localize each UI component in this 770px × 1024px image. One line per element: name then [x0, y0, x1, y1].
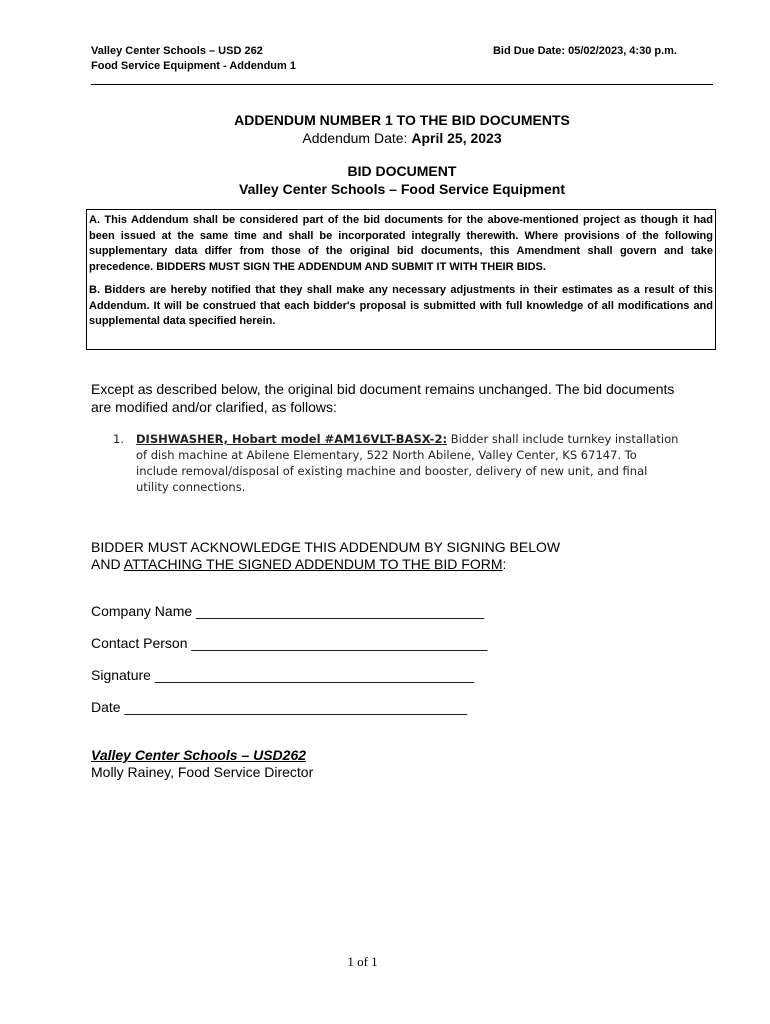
header-bid-due-date: Bid Due Date: 05/02/2023, 4:30 p.m.: [492, 45, 677, 57]
notice-paragraph-a: A. This Addendum shall be considered part of the bid documents for the above-mentioned project as though it had been issued at the same time and shall be incorporated integrally therewith. Where provisions of the following supplementary data differ from those of the original bid documents, this Amendment shall govern and take precedence. BIDDERS MUST SIGN THE ADDENDUM AND SUBMIT IT WITH THEIR BIDS.: [89, 214, 713, 273]
page-number: 1 of 1: [347, 954, 378, 969]
signoff-person: Molly Rainey, Food Service Director: [91, 764, 314, 780]
header-rule: [91, 84, 713, 85]
acknowledge-line-2: [91, 556, 691, 573]
acknowledge-suffix: :: [502, 556, 507, 572]
field-blank[interactable]: ______________________________________: [191, 635, 488, 651]
acknowledge-line-1: BIDDER MUST ACKNOWLEDGE THIS ADDENDUM BY SIGNING BELOW: [91, 539, 561, 555]
list-item-body: [136, 431, 681, 495]
acknowledge-underlined: ATTACHING THE SIGNED ADDENDUM TO THE BID FORM: [123, 556, 503, 572]
company-name-field[interactable]: [91, 602, 484, 620]
signoff-block: [91, 747, 313, 781]
notice-paragraph-b: B. Bidders are hereby notified that they shall make any necessary adjustments in their estimates as a result of this Addendum. It will be construed that each bidder's proposal is submitted with full knowledge of all modifications and supplemental data specified herein.: [89, 284, 713, 327]
date-field[interactable]: [91, 698, 467, 716]
field-label: Date: [91, 699, 121, 715]
header-addendum-number: Addendum 1: [229, 60, 296, 72]
bid-document-label: BID DOCUMENT: [347, 163, 457, 179]
list-item-number: 1.: [113, 432, 124, 446]
addendum-date-value: April 25, 2023: [411, 130, 502, 146]
acknowledge-prefix: AND: [91, 556, 124, 572]
field-label: Contact Person: [91, 635, 188, 651]
intro-paragraph: Except as described below, the original bid document remains unchanged. The bid documents are modified and/or clarified, as follows:: [91, 381, 675, 415]
list-item-text: Bidder shall include turnkey installation of dish machine at Abilene Elementary, 522 North Abilene, Valley Center, KS 67147. To include removal/disposal of existing machine and booster, delivery of new unit, and final utility connections.: [136, 432, 679, 494]
signoff-organization: Valley Center Schools – USD262: [91, 747, 307, 763]
header-project-prefix: Food Service Equipment -: [91, 60, 227, 72]
field-blank[interactable]: _____________________________________: [196, 603, 485, 619]
addendum-date: [0, 129, 770, 147]
header-project: [91, 59, 296, 74]
signature-field[interactable]: [91, 666, 474, 684]
field-label: Signature: [91, 667, 151, 683]
notice-box: [86, 209, 716, 350]
header-left: [91, 44, 296, 74]
acknowledge-instruction: [91, 539, 691, 573]
field-blank[interactable]: ____________________________________________: [124, 699, 468, 715]
addendum-title: ADDENDUM NUMBER 1 TO THE BID DOCUMENTS: [234, 112, 570, 128]
title-block: [0, 111, 770, 198]
field-label: Company Name: [91, 603, 193, 619]
field-blank[interactable]: _________________________________________: [154, 667, 475, 683]
contact-person-field[interactable]: [91, 634, 487, 652]
bid-document-subtitle: Valley Center Schools – Food Service Equipment: [239, 181, 565, 197]
header-org: Valley Center Schools – USD 262: [91, 45, 263, 57]
list-item-lead: DISHWASHER, Hobart model #AM16VLT-BASX-2:: [136, 432, 448, 446]
addendum-date-label: Addendum Date:: [302, 130, 408, 146]
